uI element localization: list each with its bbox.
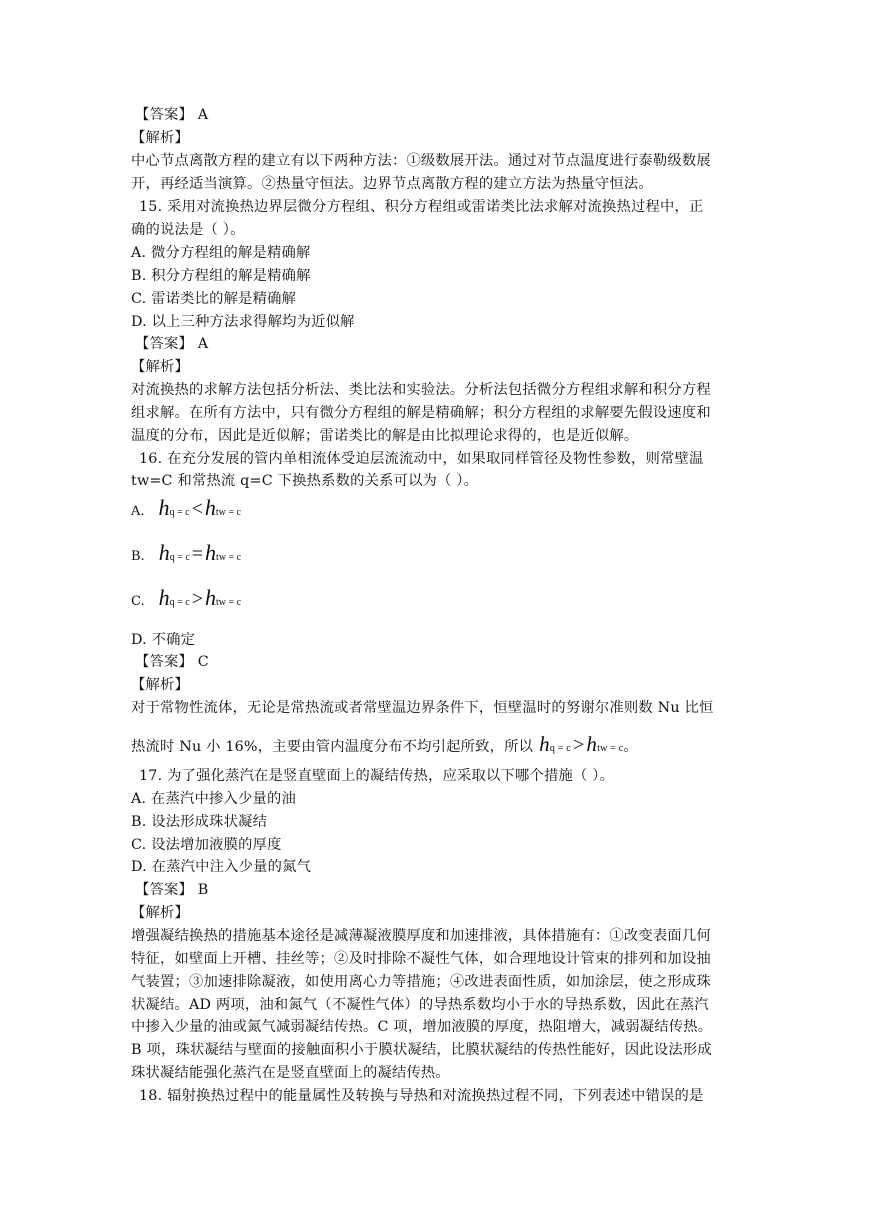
question-15-option-c: C. 雷诺类比的解是精确解	[131, 291, 297, 307]
answer-17: 【答案】 B	[135, 882, 209, 898]
h-symbol: h	[204, 495, 216, 520]
analysis-16-line-2	[131, 734, 638, 759]
subscript-q: q = c	[549, 743, 571, 754]
analysis-16-line-1: 对于常物性流体，无论是常热流或者常壁温边界条件下，恒壁温时的努谢尔准则数 Nu 比恒	[131, 700, 714, 716]
h-symbol: h	[158, 495, 170, 520]
analysis-17-line-3: 气装置；③加速排除凝液，如使用离心力等措施；④改进表面性质，如加涂层，使之形成珠	[131, 974, 711, 990]
option-label: A.	[131, 504, 145, 519]
comparison-operator: >	[572, 734, 585, 756]
analysis-17-line-1: 增强凝结换热的措施基本途径是减薄凝液膜厚度和加速排液，具体措施有：①改变表面几何	[131, 928, 711, 944]
question-16-stem-2: tw=C 和常热流 q=C 下换热系数的关系可以为（ ）。	[131, 473, 479, 489]
analysis-16-text: 热流时 Nu 小 16%，主要由管内温度分布不均引起所致，所以	[131, 739, 534, 755]
analysis-label-15: 【解析】	[131, 359, 189, 375]
subscript-tw: tw = c	[216, 552, 242, 563]
question-15-stem-1: 15. 采用对流换热边界层微分方程组、积分方程组或雷诺类比法求解对流换热过程中，正	[139, 199, 704, 215]
question-18-stem: 18. 辐射换热过程中的能量属性及转换与导热和对流换热过程不同，下列表述中错误的是	[139, 1088, 704, 1104]
h-symbol: h	[539, 732, 550, 756]
analysis-label-14: 【解析】	[131, 130, 189, 146]
subscript-tw: tw = c	[597, 743, 624, 754]
question-17-option-d: D. 在蒸汽中注入少量的氮气	[131, 859, 312, 875]
h-symbol: h	[205, 540, 217, 565]
analysis-16-end: 。	[623, 739, 638, 755]
question-16-option-a	[131, 495, 241, 521]
question-16-option-b	[131, 540, 241, 566]
question-15-option-a: A. 微分方程组的解是精确解	[131, 245, 311, 261]
analysis-17-line-5: 中掺入少量的油或氮气减弱凝结传热。C 项，增加液膜的厚度，热阻增大，减弱凝结传热。	[131, 1019, 713, 1035]
subscript-q: q = c	[169, 597, 190, 608]
comparison-operator: =	[191, 543, 204, 565]
subscript-q: q = c	[169, 552, 190, 563]
comparison-operator: <	[191, 498, 203, 520]
analysis-17-line-2: 特征，如壁面上开槽、挂丝等；②及时排除不凝性气体，如合理地设计管束的排列和加设抽	[131, 951, 711, 967]
question-15-option-b: B. 积分方程组的解是精确解	[131, 268, 311, 284]
option-label: C.	[131, 594, 145, 609]
analysis-15-line-3: 温度的分布，因此是近似解；雷诺类比的解是由比拟理论求得的，也是近似解。	[131, 428, 639, 444]
answer-14: 【答案】 A	[135, 107, 209, 123]
subscript-tw: tw = c	[215, 507, 241, 518]
subscript-tw: tw = c	[215, 597, 242, 608]
h-symbol: h	[204, 585, 216, 610]
comparison-operator: >	[191, 588, 203, 610]
option-label: B.	[131, 549, 145, 564]
question-15-stem-2: 确的说法是（ ）。	[131, 222, 245, 238]
analysis-14-line-2: 开，再经适当演算。②热量守恒法。边界节点离散方程的建立方法为热量守恒法。	[131, 176, 653, 192]
h-symbol: h	[586, 732, 598, 756]
question-17-option-b: B. 设法形成珠状凝结	[131, 814, 268, 830]
analysis-15-line-1: 对流换热的求解方法包括分析法、类比法和实验法。分析法包括微分方程组求解和积分方程	[131, 382, 711, 398]
h-symbol: h	[158, 540, 170, 565]
question-17-option-c: C. 设法增加液膜的厚度	[131, 837, 282, 853]
question-16-option-d: D. 不确定	[131, 632, 196, 648]
h-symbol: h	[158, 585, 170, 610]
question-17-option-a: A. 在蒸汽中掺入少量的油	[131, 791, 296, 807]
question-16-stem-1: 16. 在充分发展的管内单相流体受迫层流流动中，如果取同样管径及物性参数，则常壁温	[139, 451, 704, 467]
analysis-17-line-4: 状凝结。AD 两项，油和氮气（不凝性气体）的导热系数均小于水的导热系数，因此在蒸汽	[131, 997, 709, 1013]
question-16-option-c	[131, 585, 241, 611]
question-15-option-d: D. 以上三种方法求得解均为近似解	[131, 314, 355, 330]
question-17-stem: 17. 为了强化蒸汽在是竖直壁面上的凝结传热，应采取以下哪个措施（ ）。	[139, 768, 615, 784]
analysis-14-line-1: 中心节点离散方程的建立有以下两种方法：①级数展开法。通过对节点温度进行泰勒级数展	[131, 153, 711, 169]
analysis-17-line-6: B 项，珠状凝结与壁面的接触面积小于膜状凝结，比膜状凝结的传热性能好，因此设法形成	[131, 1042, 712, 1058]
analysis-17-line-7: 珠状凝结能强化蒸汽在是竖直壁面上的凝结传热。	[131, 1065, 450, 1081]
answer-15: 【答案】 A	[135, 336, 209, 352]
subscript-q: q = c	[169, 507, 190, 518]
analysis-15-line-2: 组求解。在所有方法中，只有微分方程组的解是精确解；积分方程组的求解要先假设速度和	[131, 405, 711, 421]
analysis-label-16: 【解析】	[131, 677, 189, 693]
answer-16: 【答案】 C	[135, 654, 209, 670]
analysis-label-17: 【解析】	[131, 905, 189, 921]
